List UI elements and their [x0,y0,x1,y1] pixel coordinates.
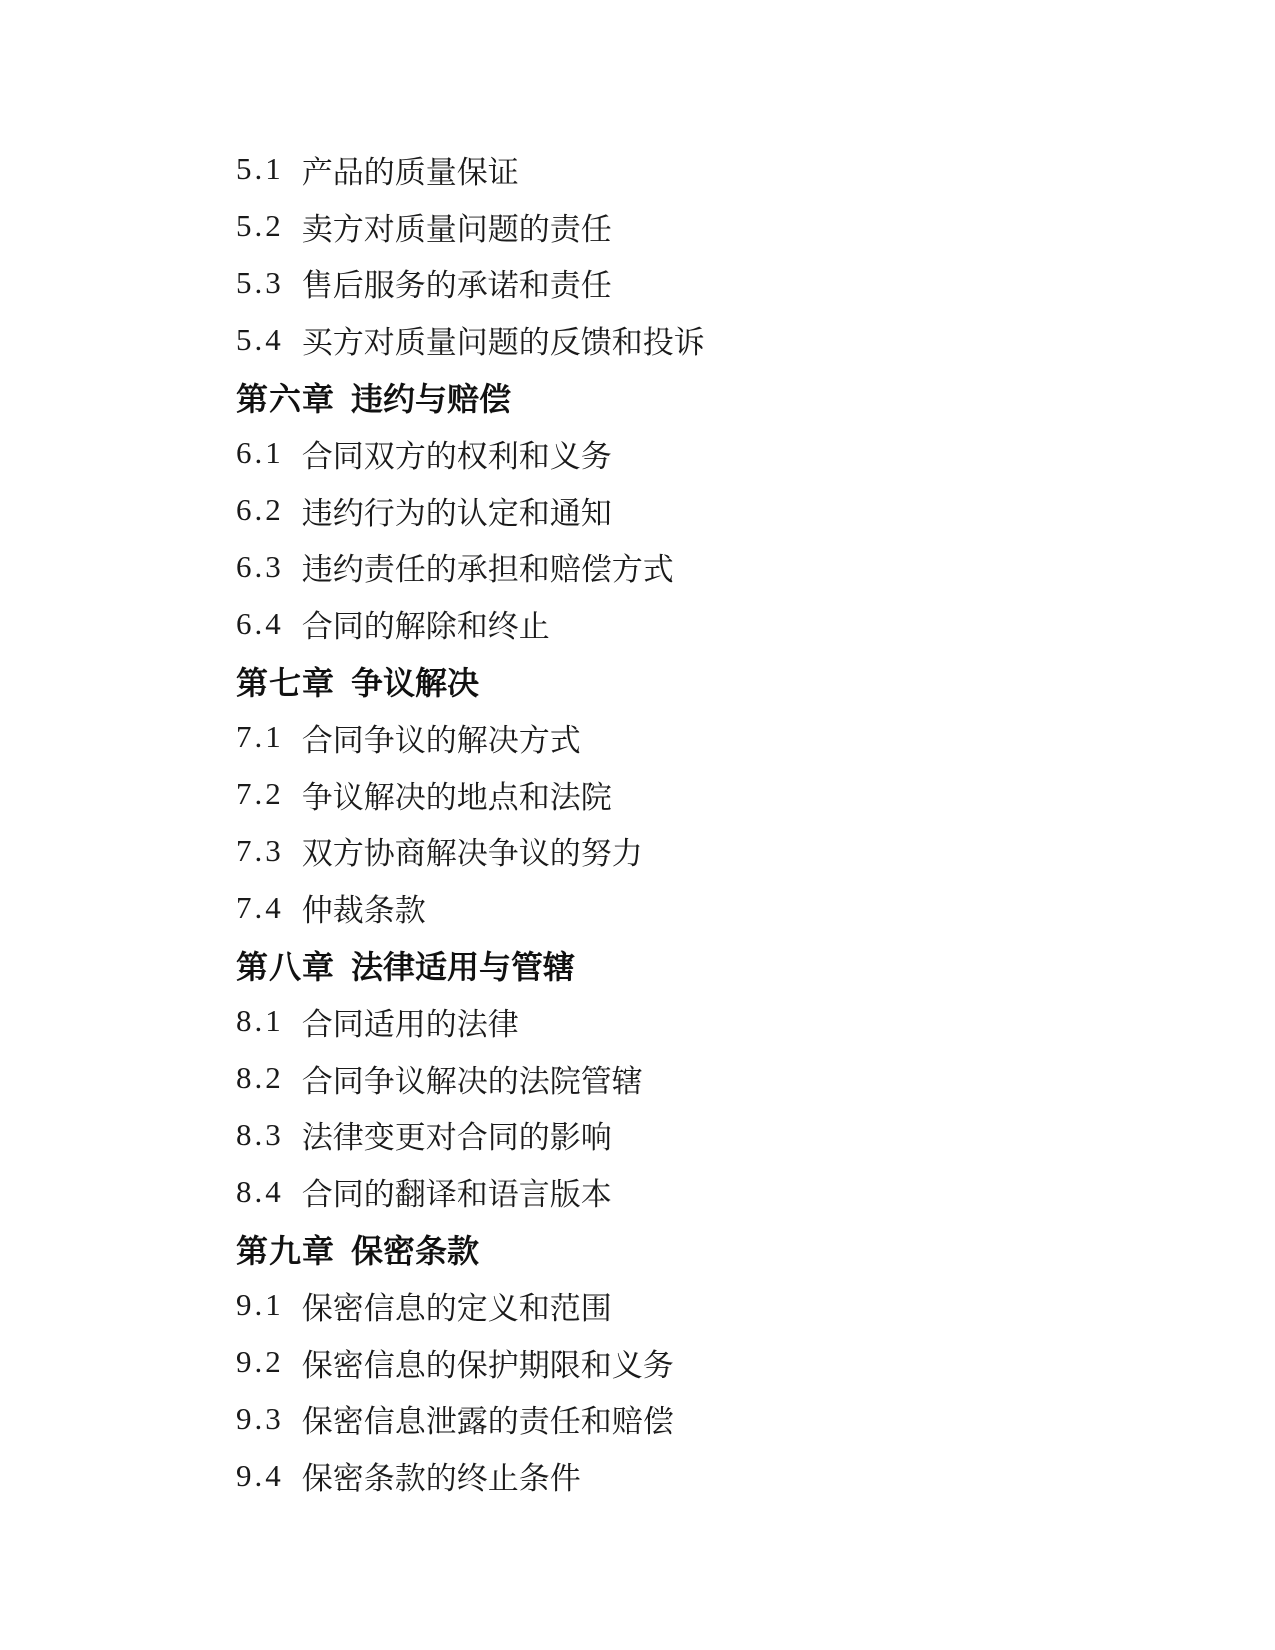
chapter-heading [236,652,705,709]
item-number: 5.4 [236,321,284,357]
toc-item [236,1050,705,1107]
item-number: 8.3 [236,1116,284,1152]
item-title: 产品的质量保证 [301,154,519,190]
chapter-heading [236,368,705,425]
item-number: 5.2 [236,208,284,244]
toc-item [236,766,705,823]
toc-item [236,1107,705,1164]
item-number: 8.2 [236,1060,284,1096]
item-title: 保密信息的保护期限和义务 [301,1347,674,1383]
item-number: 9.4 [236,1457,284,1493]
chapter-heading [236,936,705,993]
toc-item [236,141,705,198]
item-title: 合同适用的法律 [301,1006,519,1042]
item-number: 8.4 [236,1173,284,1209]
chapter-title: 保密条款 [351,1232,480,1269]
item-number: 8.1 [236,1003,284,1039]
toc-item [236,1163,705,1220]
item-number: 6.1 [236,435,284,471]
item-title: 双方协商解决争议的努力 [301,836,643,872]
item-number: 9.2 [236,1344,284,1380]
item-number: 5.1 [236,151,284,187]
chapter-number: 第八章 [236,948,336,985]
toc-item [236,255,705,312]
item-title: 卖方对质量问题的责任 [301,211,612,247]
item-title: 违约责任的承担和赔偿方式 [301,552,674,588]
toc-item [236,198,705,255]
item-title: 合同争议解决的法院管辖 [301,1063,643,1099]
chapter-title: 争议解决 [351,664,480,701]
item-number: 6.2 [236,492,284,528]
item-title: 违约行为的认定和通知 [301,495,612,531]
toc-item [236,595,705,652]
toc-item [236,482,705,539]
item-number: 6.4 [236,605,284,641]
toc-item [236,1391,705,1448]
chapter-number: 第九章 [236,1232,336,1269]
item-title: 争议解决的地点和法院 [301,779,612,815]
chapter-title: 违约与赔偿 [351,380,512,417]
item-number: 6.3 [236,548,284,584]
item-number: 9.1 [236,1287,284,1323]
item-title: 买方对质量问题的反馈和投诉 [301,325,705,361]
chapter-number: 第七章 [236,664,336,701]
toc-item [236,1334,705,1391]
toc-item [236,1277,705,1334]
chapter-title: 法律适用与管辖 [351,948,576,985]
item-title: 合同的解除和终止 [301,609,550,645]
toc-item [236,1447,705,1504]
item-title: 售后服务的承诺和责任 [301,268,612,304]
item-title: 保密信息的定义和范围 [301,1290,612,1326]
toc-item [236,823,705,880]
item-number: 7.4 [236,889,284,925]
toc-item [236,425,705,482]
toc-item [236,993,705,1050]
item-title: 保密信息泄露的责任和赔偿 [301,1404,674,1440]
toc-item [236,539,705,596]
item-title: 合同争议的解决方式 [301,722,581,758]
item-number: 5.3 [236,264,284,300]
item-number: 7.2 [236,776,284,812]
item-title: 合同双方的权利和义务 [301,438,612,474]
item-title: 法律变更对合同的影响 [301,1120,612,1156]
toc-item [236,879,705,936]
item-title: 保密条款的终止条件 [301,1461,581,1497]
toc-item [236,709,705,766]
item-number: 7.1 [236,719,284,755]
table-of-contents [236,141,705,1504]
item-number: 7.3 [236,832,284,868]
item-title: 仲裁条款 [301,893,426,929]
chapter-heading [236,1220,705,1277]
item-number: 9.3 [236,1400,284,1436]
item-title: 合同的翻译和语言版本 [301,1177,612,1213]
toc-item [236,311,705,368]
chapter-number: 第六章 [236,380,336,417]
